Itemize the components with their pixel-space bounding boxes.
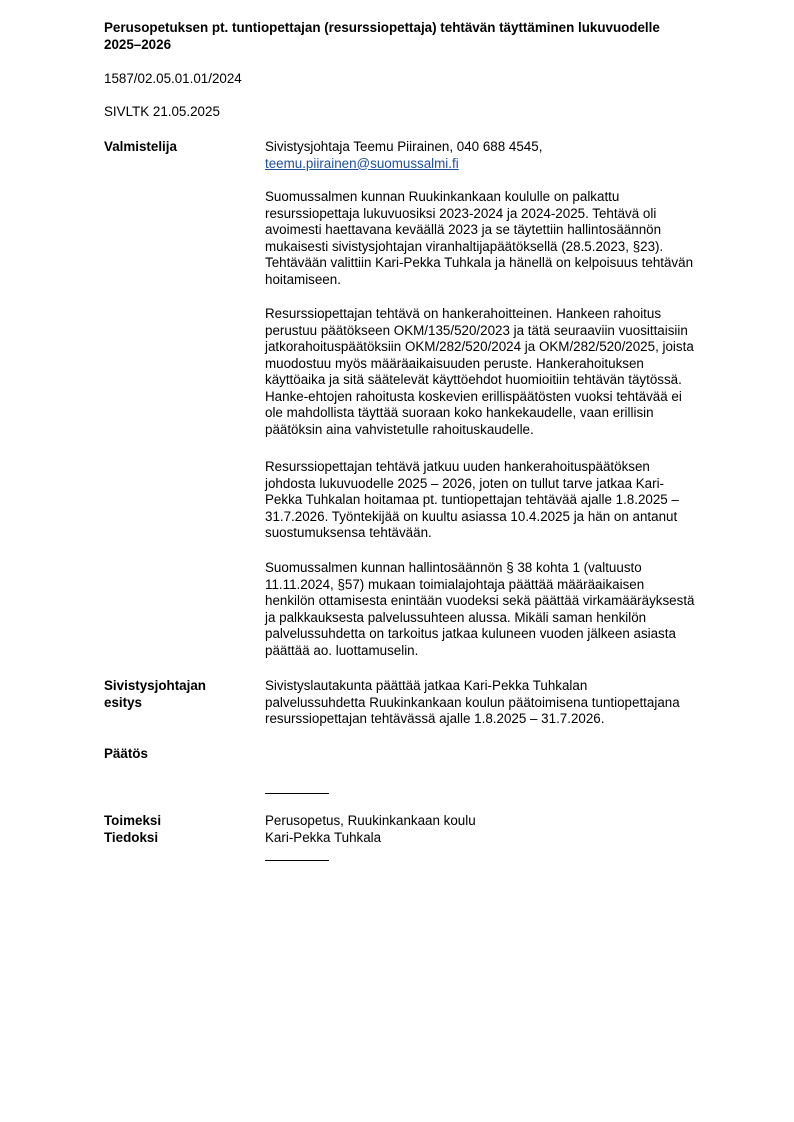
paragraph-line: ja palkkauksesta palvelussuhteen alussa. Mikäli saman henkilön — [265, 609, 647, 625]
divider-rule — [265, 860, 329, 861]
proposal-label — [104, 678, 254, 711]
paragraph-line: hoitamiseen. — [265, 271, 341, 287]
paragraph-line: muodostuu myös määräaikaisuuden peruste. Hankerahoituksen — [265, 355, 644, 371]
proposal-text — [265, 678, 743, 728]
paragraph-2 — [265, 306, 743, 438]
preparer-block — [265, 139, 743, 172]
paragraph-line: Pekka Tuhkalan hoitamaa pt. tuntiopettajan tehtävää ajalle 1.8.2025 – — [265, 492, 679, 507]
paragraph-line: johdosta lukuvuodelle 2025 – 2026, joten on tullut tarve jatkaa Kari- — [265, 475, 665, 491]
preparer-label: Valmistelija — [104, 139, 177, 154]
paragraph-line: 11.11.2024, §57) mukaan toimialajohtaja päättää määräaikaisen — [265, 576, 645, 592]
paragraph-line: jatkorahoituspäätöksiin OKM/282/520/2024 ja OKM/282/520/2025, joista — [265, 339, 694, 354]
paragraph-line: Suomussalmen kunnan Ruukinkankaan koululle on palkattu — [265, 189, 620, 204]
paragraph-line: käyttöaika ja sitä säätelevät käyttöehdot huomioitiin tehtävän täytössä. — [265, 372, 682, 387]
paragraph-line: henkilön ottamisesta enintään vuodeksi sekä päättää virkamääräyksestä — [265, 593, 695, 608]
toimeksi-value: Perusopetus, Ruukinkankaan koulu — [265, 813, 476, 828]
preparer-name: Sivistysjohtaja Teemu Piirainen, 040 688 4545, — [265, 139, 543, 154]
proposal-line: resurssiopettajan tehtävässä ajalle 1.8.2025 – 31.7.2026. — [265, 711, 605, 726]
tiedoksi-label: Tiedoksi — [104, 830, 159, 845]
paragraph-line: 31.7.2026. Työntekijää on kuultu asiassa 10.4.2025 ja hän on antanut — [265, 508, 678, 524]
paragraph-4 — [265, 560, 743, 659]
paragraph-line: resurssiopettaja lukuvuosiksi 2023-2024 ja 2024-2025. Tehtävä oli — [265, 205, 657, 221]
toimeksi-label: Toimeksi — [104, 813, 162, 828]
reference-number: 1587/02.05.01.01/2024 — [104, 71, 242, 86]
paragraph-line: päätöksin aina vahvistetulle rahoituskaudelle. — [265, 421, 534, 437]
paragraph-line: mukaisesti sivistysjohtajan viranhaltijapäätöksellä (28.5.2023, §23). — [265, 238, 664, 254]
paragraph-line: suostumuksensa tehtävään. — [265, 525, 432, 540]
paragraph-line: palvelussuhdetta on tarkoitus jatkaa kuluneen vuoden jälkeen asiasta — [265, 626, 676, 641]
paragraph-line: Suomussalmen kunnan hallintosäännön § 38 kohta 1 (valtuusto — [265, 560, 642, 575]
paragraph-line: Hanke-ehtojen rahoitusta koskevien erillispäätösten vuoksi tehtävää ei — [265, 388, 682, 404]
paragraph-3 — [265, 459, 743, 542]
divider-rule — [265, 793, 329, 794]
paragraph-line: Resurssiopettajan tehtävä on hankerahoitteinen. Hankeen rahoitus — [265, 306, 662, 321]
paragraph-line: avoimesti haettavana keväällä 2023 ja se täytettiin hallintosäännön — [265, 222, 662, 237]
page-title — [104, 20, 744, 53]
paragraph-1 — [265, 189, 743, 288]
proposal-line: Sivistyslautakunta päättää jatkaa Kari-Pekka Tuhkalan — [265, 678, 588, 693]
paragraph-line: Tehtävään valittiin Kari-Pekka Tuhkala ja hänellä on kelpoisuus tehtävän — [265, 255, 694, 270]
preparer-email-link[interactable]: teemu.piirainen@suomussalmi.fi — [265, 155, 459, 171]
paragraph-line: päättää ao. luottamuselin. — [265, 642, 419, 658]
meeting-reference: SIVLTK 21.05.2025 — [104, 104, 220, 119]
proposal-label-line-2: esitys — [104, 694, 142, 710]
proposal-label-line-1: Sivistysjohtajan — [104, 678, 206, 693]
paragraph-line: perustuu päätökseen OKM/135/520/2023 ja tätä seuraaviin vuosittaisiin — [265, 322, 688, 338]
paragraph-line: ole mahdollista täyttää suoraan koko hankekaudelle, vaan erillisin — [265, 405, 654, 420]
tiedoksi-value: Kari-Pekka Tuhkala — [265, 830, 382, 845]
title-line-2: 2025–2026 — [104, 36, 172, 52]
decision-label: Päätös — [104, 746, 148, 761]
paragraph-line: Resurssiopettajan tehtävä jatkuu uuden hankerahoituspäätöksen — [265, 459, 650, 474]
title-line-1: Perusopetuksen pt. tuntiopettajan (resurssiopettaja) tehtävän täyttäminen lukuvuodelle — [104, 20, 660, 35]
proposal-line: palvelussuhdetta Ruukinkankaan koulun päätoimisena tuntiopettajana — [265, 694, 680, 710]
